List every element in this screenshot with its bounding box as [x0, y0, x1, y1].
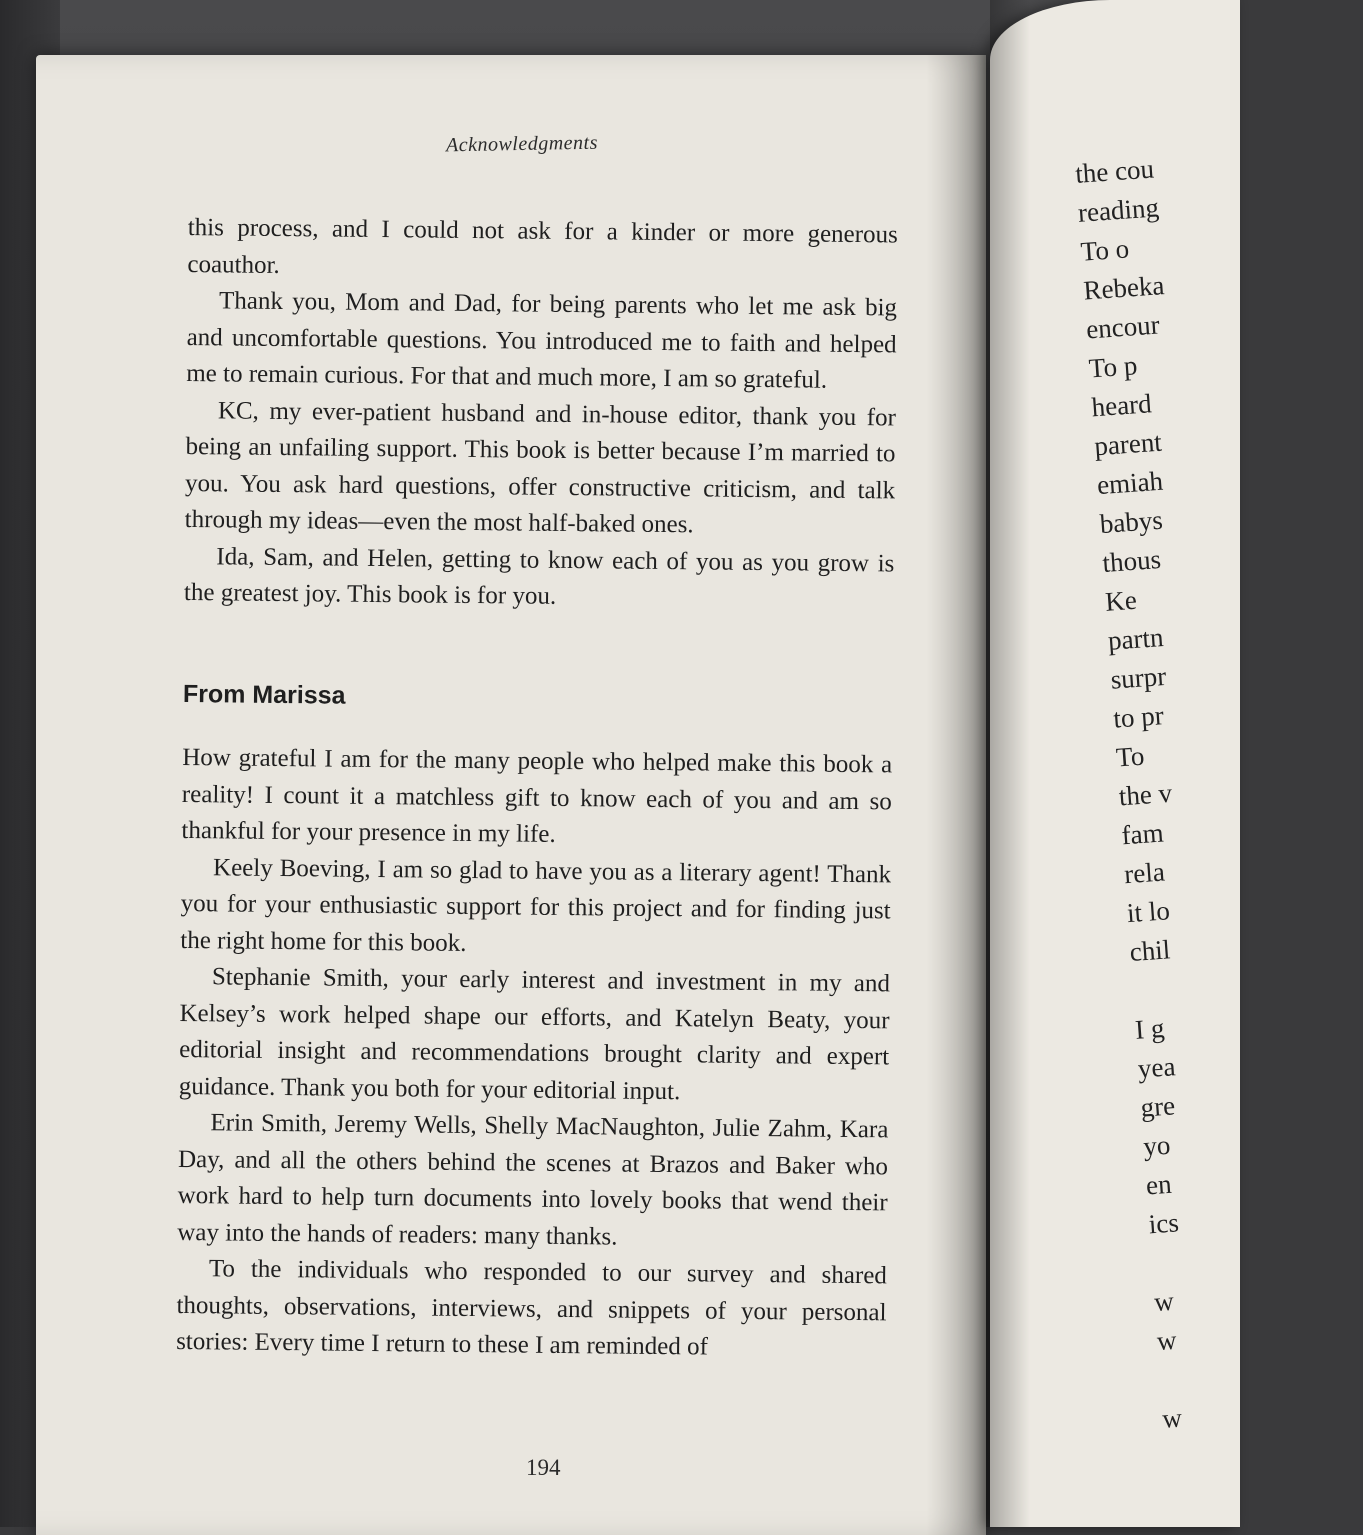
- right-page-line: To: [1115, 740, 1146, 773]
- right-page-line: the cou: [1074, 153, 1155, 189]
- paragraph: Erin Smith, Jeremy Wells, Shelly MacNaughton, Julie Zahm, Kara Day, and all the others behind the scenes at Brazos and Baker who work hard to help turn documents into lovely books that wend their way into the hands of readers: many thanks.: [177, 1109, 889, 1251]
- right-book-page: [990, 0, 1240, 1527]
- right-page-line: parent: [1093, 426, 1163, 462]
- right-page-line: it lo: [1125, 895, 1171, 929]
- right-page-line: rela: [1123, 856, 1166, 890]
- right-page-line: Rebeka: [1082, 270, 1166, 306]
- right-page-line: yo: [1142, 1129, 1172, 1162]
- right-page-line: emiah: [1096, 465, 1164, 501]
- right-page-line: w: [1153, 1285, 1175, 1318]
- paragraph: Thank you, Mom and Dad, for being parents who let me ask big and uncomfortable questions. You introduced me to faith and helped me to remain curious. For that and much more, I am so grateful.: [186, 287, 898, 394]
- right-page-line: thous: [1101, 543, 1162, 578]
- right-page-line: en: [1145, 1168, 1173, 1201]
- right-page-line: the v: [1117, 777, 1174, 812]
- left-book-page: [36, 55, 986, 1535]
- right-page-line: yea: [1136, 1051, 1177, 1084]
- right-page-line: chil: [1128, 934, 1172, 968]
- paragraph: Keely Boeving, I am so glad to have you as a literary agent! Thank you for your enthusiastic support for this project and for finding just the right home for this book.: [180, 853, 892, 957]
- right-page-line: surpr: [1109, 660, 1168, 695]
- paragraph: Ida, Sam, and Helen, getting to know each of you as you grow is the greatest joy. This book is for you.: [183, 542, 895, 610]
- paragraph: To the individuals who responded to our survey and shared thoughts, observations, interviews, and snippets of your personal stories: Every time I return to these I am reminded of: [176, 1255, 888, 1361]
- right-page-line: to pr: [1112, 700, 1165, 734]
- paragraph: Stephanie Smith, your early interest and investment in my and Kelsey’s work helped shape our efforts, and Katelyn Beaty, your editorial insight and recommendations brought clarity and expert guidance. Thank you both for your editorial input.: [178, 963, 891, 1105]
- paragraph: this process, and I could not ask for a kinder or more generous coauthor.: [187, 213, 898, 279]
- right-page-line: heard: [1090, 388, 1153, 423]
- right-page-line: To o: [1079, 233, 1131, 267]
- page-text-block: [176, 210, 898, 1368]
- paragraph: KC, my ever-patient husband and in-house editor, thank you for being an unfailing support. This book is better because I’m married to you. You ask hard questions, offer constructive criticism, and talk through my ideas—even the most half-baked ones.: [184, 396, 897, 539]
- right-page-line: I g: [1134, 1012, 1166, 1045]
- section-heading: From Marissa: [182, 679, 346, 710]
- right-page-line: babys: [1098, 504, 1164, 540]
- right-page-line: fam: [1120, 817, 1165, 851]
- running-head: Acknowledgments: [445, 131, 599, 157]
- right-page-line: Ke: [1104, 584, 1138, 617]
- right-page-line: encour: [1085, 309, 1161, 345]
- right-page-line: ics: [1147, 1207, 1180, 1240]
- right-page-line: w: [1155, 1324, 1178, 1357]
- right-page-line: reading: [1076, 192, 1160, 228]
- right-page-line: To p: [1087, 350, 1139, 384]
- right-page-text: [1074, 141, 1363, 1439]
- right-page-line: w: [1161, 1402, 1183, 1434]
- paragraph: How grateful I am for the many people who helped make this book a reality! I count it a matchless gift to know each of you and am so thankful for your presence in my life.: [181, 743, 893, 848]
- right-page-line: partn: [1106, 621, 1165, 656]
- page-number: 194: [526, 1455, 561, 1480]
- right-page-line: gre: [1139, 1090, 1177, 1123]
